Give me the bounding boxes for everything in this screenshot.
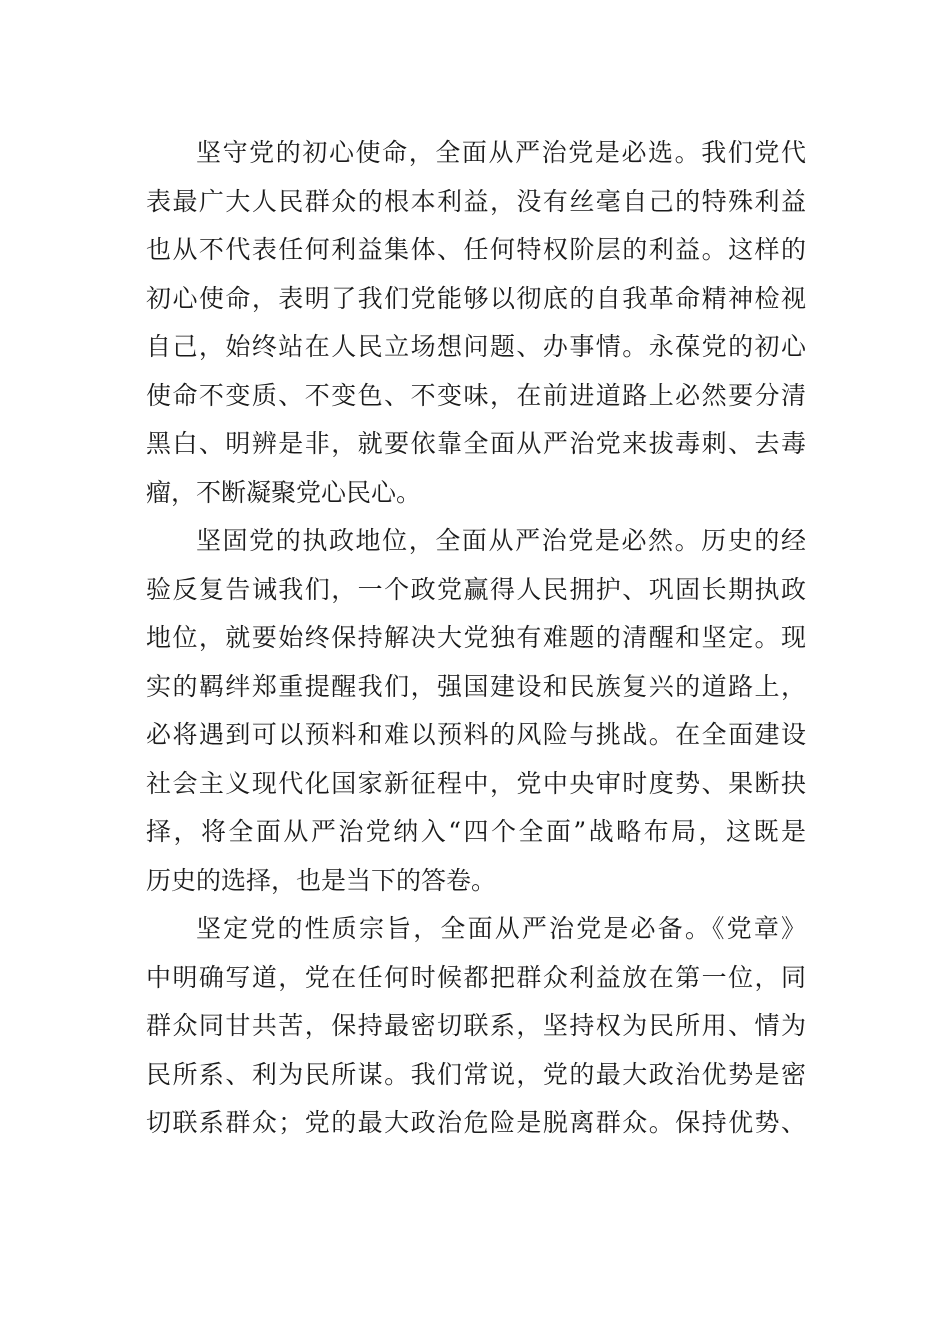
paragraph-1-line-4: 初心使命，表明了我们党能够以彻底的自我革命精神检视: [146, 283, 806, 313]
paragraph-2-line-4: 实的羁绊郑重提醒我们，强国建设和民族复兴的道路上，: [146, 671, 806, 701]
paragraph-3-line-1: 坚定党的性质宗旨，全面从严治党是必备。《党章》: [196, 914, 806, 943]
paragraph-1-line-3: 也从不代表任何利益集体、任何特权阶层的利益。这样的: [146, 235, 806, 264]
paragraph-2-line-1: 坚固党的执政地位，全面从严治党是必然。历史的经: [196, 526, 806, 555]
paragraph-2-line-5: 必将遇到可以预料和难以预料的风险与挑战。在全面建设: [146, 720, 806, 749]
paragraph-3-line-2: 中明确写道，党在任何时候都把群众利益放在第一位，同: [146, 962, 806, 992]
paragraph-1-line-5: 自己，始终站在人民立场想问题、办事情。永葆党的初心: [146, 332, 806, 361]
paragraph-1-line-8: 瘤，不断凝聚党心民心。: [146, 477, 422, 507]
paragraph-2-line-6: 社会主义现代化国家新征程中，党中央审时度势、果断抉: [146, 768, 806, 798]
paragraph-1-line-7: 黑白、明辨是非，就要依靠全面从严治党来拔毒刺、去毒: [146, 429, 806, 458]
paragraph-2-line-2: 验反复告诫我们，一个政党赢得人民拥护、巩固长期执政: [146, 574, 806, 604]
paragraph-1-line-6: 使命不变质、不变色、不变味，在前进道路上必然要分清: [146, 380, 806, 410]
paragraph-3-line-3: 群众同甘共苦，保持最密切联系，坚持权为民所用、情为: [146, 1011, 806, 1040]
paragraph-2-line-8: 历史的选择，也是当下的答卷。: [146, 865, 497, 895]
document-body: [146, 129, 806, 1148]
paragraph-1-line-2: 表最广大人民群众的根本利益，没有丝毫自己的特殊利益: [146, 186, 806, 216]
paragraph-2-line-7: 择，将全面从严治党纳入“四个全面”战略布局，这既是: [146, 817, 806, 846]
paragraph-3-line-5: 切联系群众；党的最大政治危险是脱离群众。保持优势、: [146, 1108, 806, 1137]
paragraph-3-line-4: 民所系、利为民所谋。我们常说，党的最大政治优势是密: [146, 1059, 806, 1089]
paragraph-1-line-1: 坚守党的初心使命，全面从严治党是必选。我们党代: [196, 138, 806, 167]
paragraph-2-line-3: 地位，就要始终保持解决大党独有难题的清醒和坚定。现: [146, 623, 806, 652]
